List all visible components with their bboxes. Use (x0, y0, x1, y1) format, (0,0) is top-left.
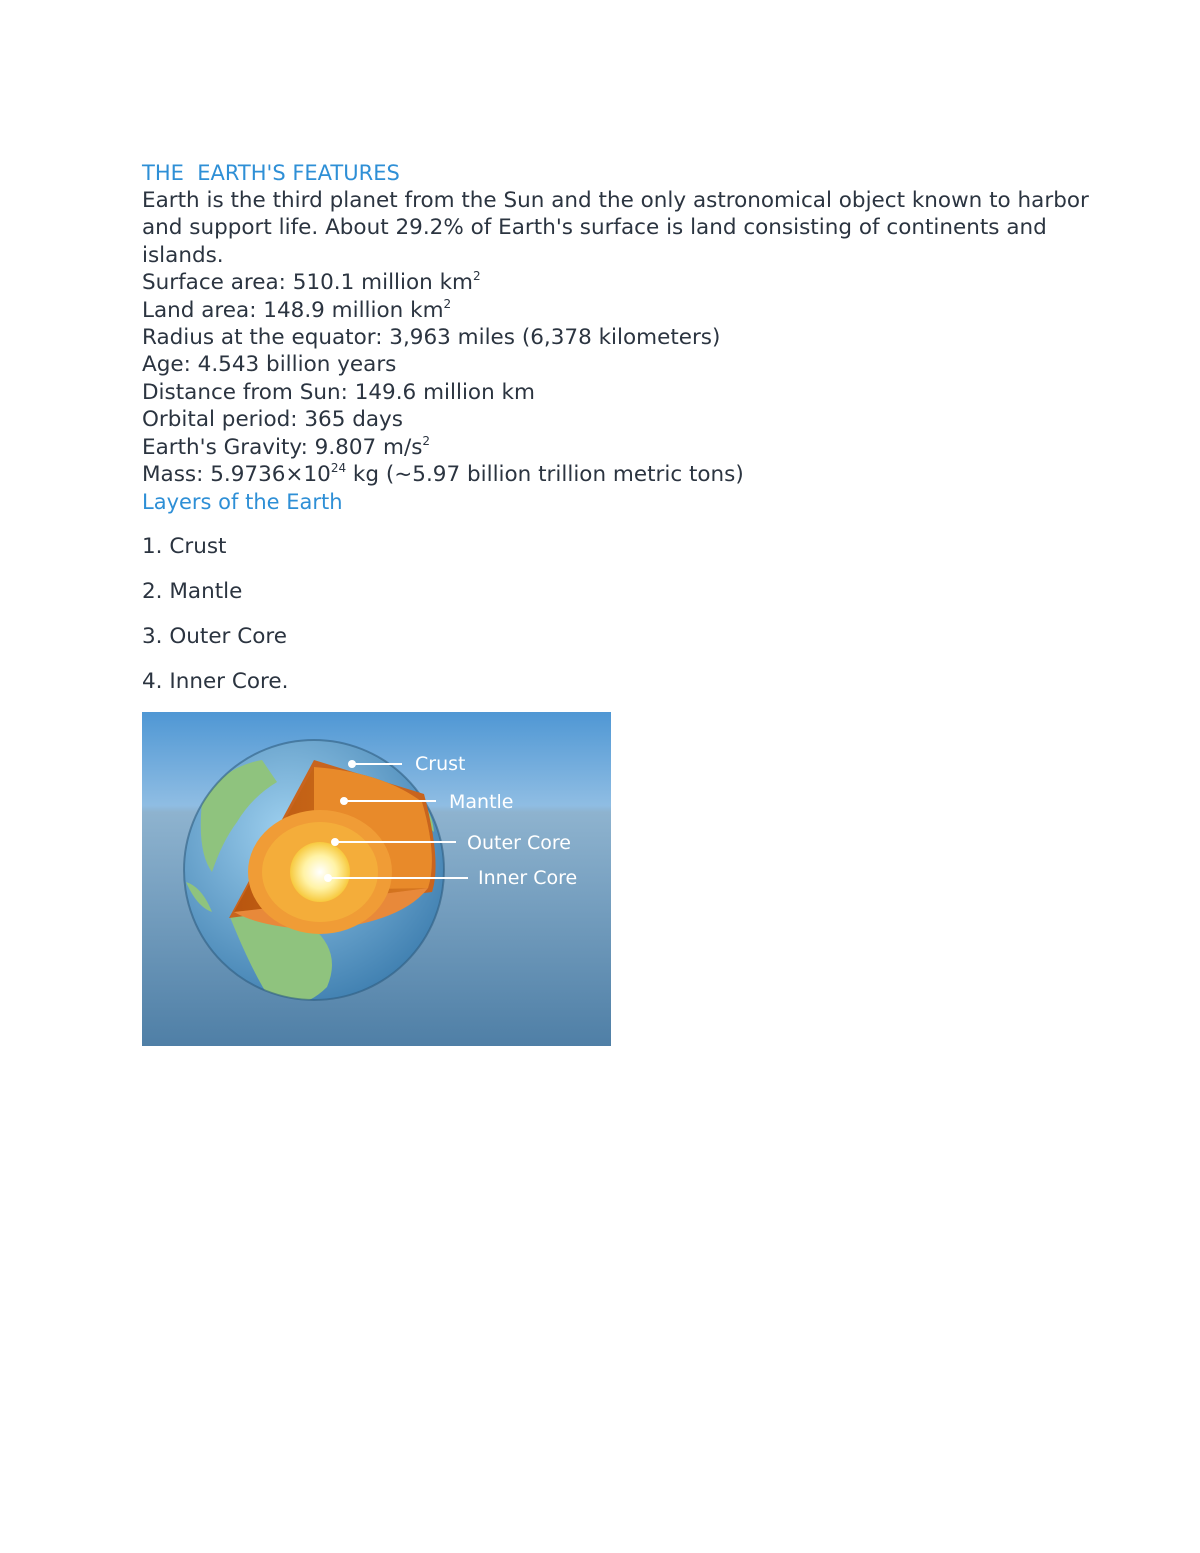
inner-core-layer (290, 842, 350, 902)
earth-layers-figure (142, 712, 611, 1046)
document-page (142, 160, 1102, 695)
list-item: 1. Crust (142, 534, 227, 560)
list-item: 3. Outer Core (142, 624, 287, 650)
layers-heading: Layers of the Earth (142, 490, 343, 515)
intro-paragraph: Earth is the third planet from the Sun and the only astronomical object known to harbor and support life. About 29.2% of Earth's surface is land consisting of continents and islands. (142, 188, 1089, 268)
label-inner-core: Inner Core (478, 867, 578, 889)
fact-land-area: Land area: 148.9 million $km^2$ (142, 296, 452, 323)
fact-distance: Distance from Sun: 149.6 million km (142, 379, 535, 405)
fact-radius: Radius at the equator: 3,963 miles (6,378 kilometers) (142, 325, 721, 351)
label-outer-core: Outer Core (467, 832, 571, 854)
layers-list (142, 533, 1102, 695)
list-item: 4. Inner Core. (142, 669, 289, 695)
label-crust: Crust (415, 753, 466, 775)
fact-gravity: Earth's Gravity: 9.807 $m/s^2$ (142, 433, 431, 460)
fact-age: Age: 4.543 billion years (142, 352, 397, 378)
label-mantle: Mantle (449, 791, 514, 813)
earth-layers-illustration (142, 712, 611, 1046)
document-title: THE EARTH'S FEATURES (142, 161, 400, 185)
fact-surface-area: Surface area: 510.1 million $km^2$ (142, 269, 481, 296)
fact-orbital-period: Orbital period: 365 days (142, 407, 403, 433)
fact-mass: Mass: $5.9736\times 10^{24}$ kg (~5.97 billion trillion metric tons) (142, 461, 744, 488)
list-item: 2. Mantle (142, 579, 243, 605)
